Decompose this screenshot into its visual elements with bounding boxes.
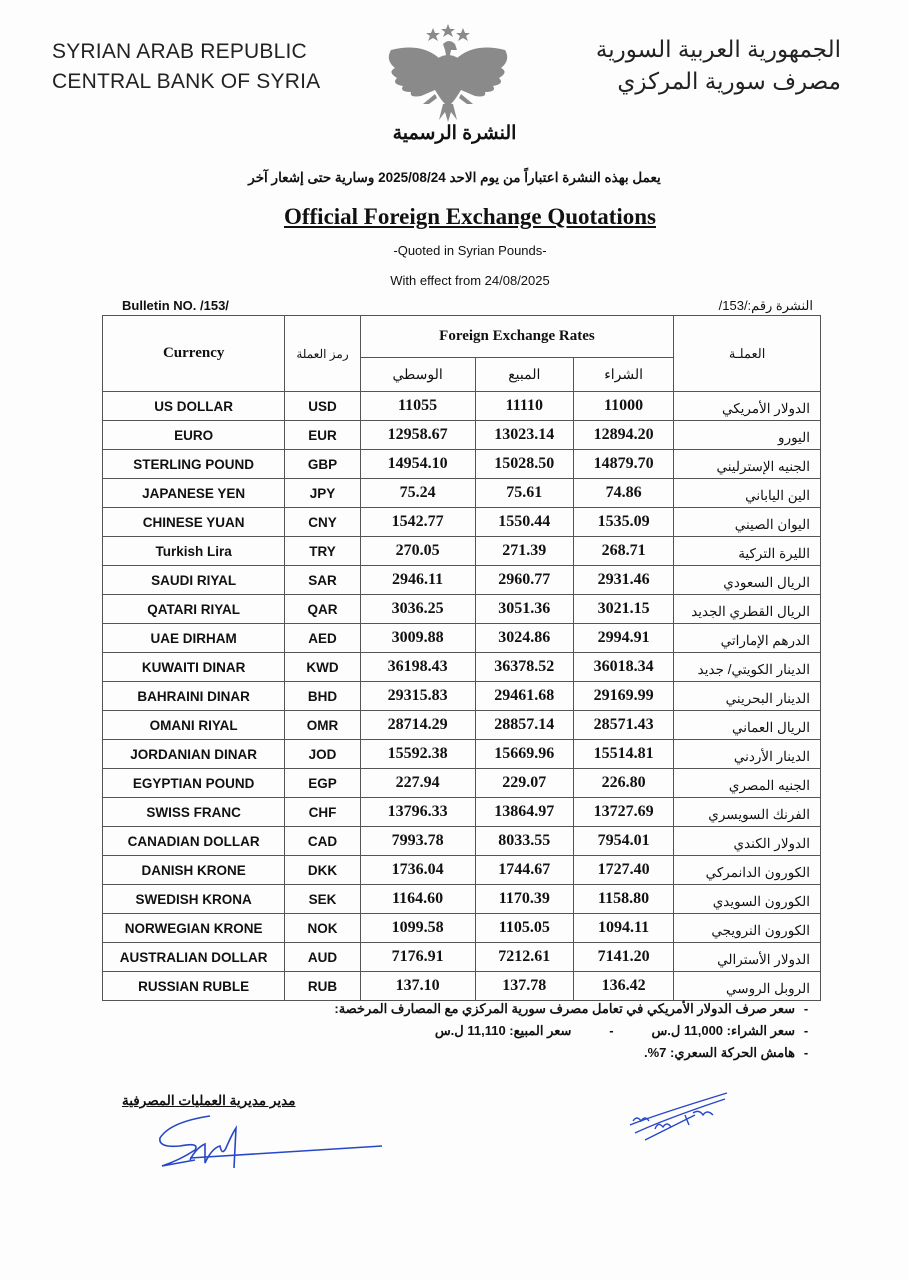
buy-rate: 1094.11 [573, 914, 673, 943]
currency-name: AUSTRALIAN DOLLAR [103, 943, 285, 972]
bulletin-number-en: Bulletin NO. /153/ [122, 298, 229, 313]
currency-code: KWD [285, 653, 360, 682]
buy-rate: 2931.46 [573, 566, 673, 595]
currency-name-ar: الدولار الكندي [674, 827, 821, 856]
currency-name: JORDANIAN DINAR [103, 740, 285, 769]
middle-rate: 28714.29 [360, 711, 475, 740]
middle-rate: 3036.25 [360, 595, 475, 624]
official-bulletin-ar: النشرة الرسمية [392, 123, 517, 144]
bullet-dash: - [803, 1001, 809, 1016]
buy-rate: 36018.34 [573, 653, 673, 682]
quoted-currency-note: -Quoted in Syrian Pounds- [393, 243, 547, 258]
currency-code: SEK [285, 885, 360, 914]
currency-name: KUWAITI DINAR [103, 653, 285, 682]
currency-name-ar: الدرهم الإماراتي [674, 624, 821, 653]
currency-name: NORWEGIAN KRONE [103, 914, 285, 943]
table-row [103, 711, 821, 740]
currency-name-ar: الكورون السويدي [674, 885, 821, 914]
currency-name: SWEDISH KRONA [103, 885, 285, 914]
table-row [103, 653, 821, 682]
currency-name-ar: الريال السعودي [674, 566, 821, 595]
currency-name: QATARI RIYAL [103, 595, 285, 624]
buy-rate: 29169.99 [573, 682, 673, 711]
page-title: Official Foreign Exchange Quotations [283, 204, 657, 229]
currency-name: DANISH KRONE [103, 856, 285, 885]
bullet-dash: - [803, 1045, 809, 1060]
middle-rate: 15592.38 [360, 740, 475, 769]
sell-rate: 8033.55 [475, 827, 573, 856]
currency-code: EUR [285, 421, 360, 450]
currency-code: EGP [285, 769, 360, 798]
currency-name-ar: الريال العماني [674, 711, 821, 740]
column-header-currency: Currency [103, 316, 285, 392]
middle-rate: 137.10 [360, 972, 475, 1001]
table-row [103, 943, 821, 972]
middle-rate: 2946.11 [360, 566, 475, 595]
column-header-buy: الشراء [573, 358, 673, 392]
table-row [103, 798, 821, 827]
currency-name: OMANI RIYAL [103, 711, 285, 740]
table-row [103, 769, 821, 798]
sell-rate: 75.61 [475, 479, 573, 508]
effective-date: With effect from 24/08/2025 [390, 273, 550, 288]
note-usd-rate-intro: سعر صرف الدولار الأمريكي في تعامل مصرف سورية المركزي مع المصارف المرخصة: [334, 1001, 795, 1016]
middle-rate: 36198.43 [360, 653, 475, 682]
sell-rate: 36378.52 [475, 653, 573, 682]
currency-name: RUSSIAN RUBLE [103, 972, 285, 1001]
table-row [103, 537, 821, 566]
table-row [103, 856, 821, 885]
buy-rate: 74.86 [573, 479, 673, 508]
buy-rate: 14879.70 [573, 450, 673, 479]
currency-name-ar: الدولار الأسترالي [674, 943, 821, 972]
middle-rate: 29315.83 [360, 682, 475, 711]
middle-rate: 13796.33 [360, 798, 475, 827]
note-sell-rate: سعر المبيع: 11,110 ل.س [434, 1023, 572, 1038]
table-row [103, 508, 821, 537]
middle-rate: 75.24 [360, 479, 475, 508]
currency-name: SWISS FRANC [103, 798, 285, 827]
currency-name-ar: الدولار الأمريكي [674, 392, 821, 421]
note-margin: هامش الحركة السعري: 7%. [643, 1045, 795, 1060]
sell-rate: 1105.05 [475, 914, 573, 943]
currency-code: CAD [285, 827, 360, 856]
buy-rate: 7141.20 [573, 943, 673, 972]
middle-rate: 270.05 [360, 537, 475, 566]
sell-rate: 7212.61 [475, 943, 573, 972]
currency-name-ar: الكورون الدانمركي [674, 856, 821, 885]
middle-rate: 3009.88 [360, 624, 475, 653]
buy-rate: 3021.15 [573, 595, 673, 624]
currency-name: EURO [103, 421, 285, 450]
currency-code: OMR [285, 711, 360, 740]
header-bank-en: CENTRAL BANK OF SYRIA [52, 70, 321, 93]
currency-code: BHD [285, 682, 360, 711]
table-row [103, 595, 821, 624]
currency-name-ar: الين الياباني [674, 479, 821, 508]
currency-code: QAR [285, 595, 360, 624]
middle-rate: 1164.60 [360, 885, 475, 914]
sell-rate: 2960.77 [475, 566, 573, 595]
buy-rate: 1158.80 [573, 885, 673, 914]
currency-code: CHF [285, 798, 360, 827]
currency-name-ar: اليورو [674, 421, 821, 450]
buy-rate: 28571.43 [573, 711, 673, 740]
currency-name: UAE DIRHAM [103, 624, 285, 653]
bullet-dash: - [803, 1023, 809, 1038]
currency-code: SAR [285, 566, 360, 595]
currency-code: AED [285, 624, 360, 653]
sell-rate: 1170.39 [475, 885, 573, 914]
currency-name: CANADIAN DOLLAR [103, 827, 285, 856]
table-row [103, 479, 821, 508]
middle-rate: 12958.67 [360, 421, 475, 450]
sell-rate: 13864.97 [475, 798, 573, 827]
column-header-sell: المبيع [475, 358, 573, 392]
middle-rate: 11055 [360, 392, 475, 421]
table-row [103, 972, 821, 1001]
currency-name-ar: الجنيه الإسترليني [674, 450, 821, 479]
table-row [103, 682, 821, 711]
header-bank-ar: مصرف سورية المركزي [617, 68, 841, 94]
middle-rate: 1099.58 [360, 914, 475, 943]
usd-notes [257, 998, 817, 1064]
initials-signature-icon [625, 1085, 735, 1150]
table-row [103, 914, 821, 943]
currency-code: USD [285, 392, 360, 421]
currency-code: TRY [285, 537, 360, 566]
currency-code: RUB [285, 972, 360, 1001]
buy-rate: 1535.09 [573, 508, 673, 537]
buy-rate: 226.80 [573, 769, 673, 798]
buy-rate: 268.71 [573, 537, 673, 566]
currency-name-ar: الدينار البحريني [674, 682, 821, 711]
currency-name: SAUDI RIYAL [103, 566, 285, 595]
buy-rate: 12894.20 [573, 421, 673, 450]
sell-rate: 3051.36 [475, 595, 573, 624]
middle-rate: 7993.78 [360, 827, 475, 856]
buy-rate: 7954.01 [573, 827, 673, 856]
middle-rate: 1736.04 [360, 856, 475, 885]
currency-name-ar: الجنيه المصري [674, 769, 821, 798]
currency-code: AUD [285, 943, 360, 972]
middle-rate: 7176.91 [360, 943, 475, 972]
currency-code: JOD [285, 740, 360, 769]
column-header-code: رمز العملة [285, 316, 360, 392]
table-row [103, 624, 821, 653]
sell-rate: 15669.96 [475, 740, 573, 769]
currency-code: DKK [285, 856, 360, 885]
currency-name-ar: الليرة التركية [674, 537, 821, 566]
table-row [103, 392, 821, 421]
effective-notice-ar: يعمل بهذه النشرة اعتباراً من يوم الاحد 2025/08/24 وسارية حتى إشعار آخر [248, 170, 661, 185]
currency-name-ar: الفرنك السويسري [674, 798, 821, 827]
currency-code: CNY [285, 508, 360, 537]
buy-rate: 13727.69 [573, 798, 673, 827]
column-group-rates: Foreign Exchange Rates [360, 316, 674, 358]
sell-rate: 271.39 [475, 537, 573, 566]
currency-name-ar: اليوان الصيني [674, 508, 821, 537]
currency-name-ar: الروبل الروسي [674, 972, 821, 1001]
currency-name: STERLING POUND [103, 450, 285, 479]
sell-rate: 229.07 [475, 769, 573, 798]
exchange-rates-table [102, 315, 821, 1001]
table-row [103, 421, 821, 450]
header-republic-ar: الجمهورية العربية السورية [595, 36, 841, 62]
column-header-middle: الوسطي [360, 358, 475, 392]
note-buy-rate: سعر الشراء: 11,000 ل.س [651, 1023, 795, 1038]
currency-name: CHINESE YUAN [103, 508, 285, 537]
manager-title: مدير مديرية العمليات المصرفية [122, 1093, 296, 1108]
currency-code: NOK [285, 914, 360, 943]
buy-rate: 136.42 [573, 972, 673, 1001]
signature-icon [150, 1108, 390, 1178]
column-header-currency-ar: العملـة [674, 316, 821, 392]
table-row [103, 566, 821, 595]
buy-rate: 11000 [573, 392, 673, 421]
buy-rate: 1727.40 [573, 856, 673, 885]
currency-name-ar: الكورون النرويجي [674, 914, 821, 943]
currency-name-ar: الريال القطري الجديد [674, 595, 821, 624]
currency-code: JPY [285, 479, 360, 508]
currency-name: US DOLLAR [103, 392, 285, 421]
sell-rate: 1744.67 [475, 856, 573, 885]
sell-rate: 11110 [475, 392, 573, 421]
currency-name: Turkish Lira [103, 537, 285, 566]
currency-name-ar: الدينار الكويتي/ جديد [674, 653, 821, 682]
sell-rate: 28857.14 [475, 711, 573, 740]
sell-rate: 15028.50 [475, 450, 573, 479]
currency-name: JAPANESE YEN [103, 479, 285, 508]
table-row [103, 885, 821, 914]
currency-name: EGYPTIAN POUND [103, 769, 285, 798]
eagle-emblem-icon [383, 20, 513, 125]
header-republic-en: SYRIAN ARAB REPUBLIC [52, 40, 307, 63]
middle-rate: 227.94 [360, 769, 475, 798]
sell-rate: 13023.14 [475, 421, 573, 450]
currency-code: GBP [285, 450, 360, 479]
buy-rate: 15514.81 [573, 740, 673, 769]
bulletin-number-ar: النشرة رقم:/153/ [718, 298, 813, 313]
separator-dash: - [609, 1023, 614, 1038]
sell-rate: 137.78 [475, 972, 573, 1001]
sell-rate: 1550.44 [475, 508, 573, 537]
table-row [103, 827, 821, 856]
sell-rate: 29461.68 [475, 682, 573, 711]
currency-name: BAHRAINI DINAR [103, 682, 285, 711]
buy-rate: 2994.91 [573, 624, 673, 653]
middle-rate: 14954.10 [360, 450, 475, 479]
middle-rate: 1542.77 [360, 508, 475, 537]
currency-name-ar: الدينار الأردني [674, 740, 821, 769]
sell-rate: 3024.86 [475, 624, 573, 653]
table-row [103, 740, 821, 769]
table-row [103, 450, 821, 479]
